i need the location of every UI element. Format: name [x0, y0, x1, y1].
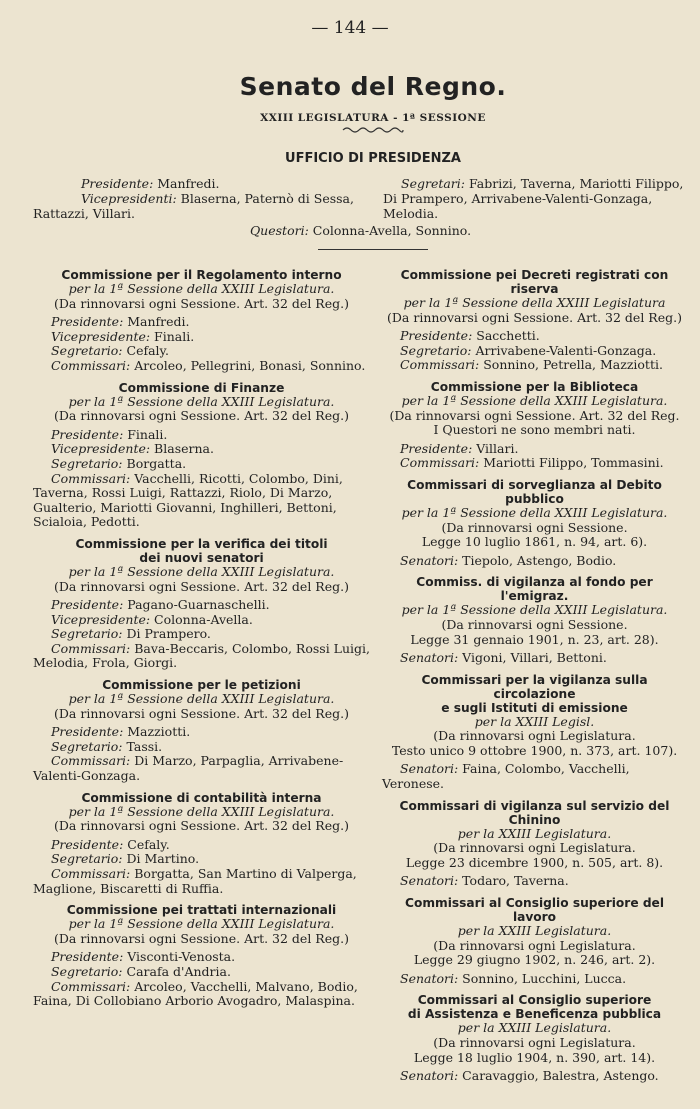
role-label: Senatori: [400, 1068, 459, 1084]
commission-section [33, 791, 370, 897]
role-label: Presidente: [51, 949, 124, 965]
commission-heading [33, 791, 370, 805]
heading-line: Commissari al Consiglio superiore del lavoro [405, 896, 664, 925]
renewal-note: Legge 23 dicembre 1900, n. 505, art. 8). [405, 854, 664, 870]
names: Blaserna, Paternò di Sessa, Rattazzi, Villari. [33, 191, 354, 221]
commission-section [382, 268, 687, 373]
renewal-note: Legge 31 gennaio 1901, n. 23, art. 28). [410, 631, 659, 647]
commission-section [382, 575, 687, 665]
document-subtitle: XXIII LEGISLATURA - 1ª SESSIONE [260, 112, 486, 124]
commission-heading [382, 896, 687, 924]
questori-line [33, 223, 688, 238]
names: Sonnino, Petrella, Mazziotti. [479, 357, 663, 373]
member-line [382, 344, 687, 359]
member-line [33, 359, 370, 374]
session-line: per la XXIII Legislatura. [457, 923, 612, 939]
renewal-note: (Da rinnovarsi ogni Sessione. Art. 32 del Reg.) [387, 309, 682, 325]
member-line [33, 838, 370, 853]
names: Vigoni, Villari, Bettoni. [458, 650, 607, 666]
role-label: Questori: [249, 223, 309, 238]
names: Sacchetti. [472, 328, 540, 344]
renewal-note: (Da rinnovarsi ogni Sessione. [441, 519, 628, 535]
names: Finali. [150, 328, 195, 344]
heading-line: Commissione per il Regolamento interno [61, 268, 342, 282]
renewal-note: (Da rinnovarsi ogni Sessione. Art. 32 del Reg.) [54, 295, 349, 311]
session-line: per la 1ª Sessione della XXIII Legislatura. [401, 602, 668, 618]
member-line [33, 613, 370, 628]
heading-line: Commissione per la verifica dei titoli [75, 536, 328, 551]
role-label: Presidente: [51, 426, 124, 442]
member-line [33, 428, 370, 443]
member-line [33, 344, 370, 359]
member-line [33, 725, 370, 740]
names: Carafa d'Andria. [122, 963, 231, 979]
renewal-note: (Da rinnovarsi ogni Sessione. Art. 32 del Reg.) [54, 408, 349, 424]
names: Di Marzo, Parpaglia, Arrivabene-Valenti-Gonzaga. [33, 753, 344, 784]
member-line [382, 972, 687, 987]
member-line [33, 472, 370, 530]
heading-line: Commissari di sorveglianza al Debito pubblico [407, 477, 662, 506]
member-line [33, 442, 370, 457]
names: Vacchelli, Ricotti, Colombo, Dini, Taverna, Rossi Luigi, Rattazzi, Riolo, Di Marzo, Gualterio, Mariotti Giovanni, Inghilleri, Bettoni, Scialoia, Pedotti. [33, 470, 343, 530]
names: Borgatta. [122, 455, 187, 471]
commission-section [33, 268, 370, 374]
commission-section [33, 903, 370, 1009]
renewal-note: Legge 29 giugno 1902, n. 246, art. 2). [413, 952, 656, 968]
member-line [33, 965, 370, 980]
session-line: per la 1ª Sessione della XXIII Legislatura. [68, 803, 335, 819]
member-line [382, 329, 687, 344]
heading-line: Commissione di contabilità interna [81, 790, 322, 805]
names: Mazziotti. [123, 724, 191, 740]
names: Di Martino. [122, 851, 200, 867]
member-line [382, 554, 687, 569]
names: Cefaly. [123, 836, 170, 852]
role-label: Commissari: [400, 455, 480, 471]
ufficio-heading: UFFICIO DI PRESIDENZA [285, 151, 461, 166]
commission-heading [33, 678, 370, 692]
heading-line: dei nuovi senatori [139, 550, 264, 565]
names: Arcoleo, Pellegrini, Bonasi, Sonnino. [130, 357, 366, 373]
renewal-note: (Da rinnovarsi ogni Legislatura. [433, 840, 636, 856]
member-line [382, 358, 687, 373]
heading-line: di Assistenza e Beneficenza pubblica [407, 1007, 662, 1022]
member-line [33, 867, 370, 896]
role-label: Segretari: [401, 176, 465, 191]
names: Mariotti Filippo, Tommasini. [479, 455, 664, 471]
commission-heading [382, 575, 687, 603]
names: Arcoleo, Vacchelli, Malvano, Bodio, Faina, Di Collobiano Arborio Avogadro, Malaspina. [33, 978, 358, 1009]
renewal-note: Legge 18 luglio 1904, n. 390, art. 14). [413, 1049, 656, 1065]
heading-line: Commissione di Finanze [118, 380, 285, 395]
renewal-note: I Questori ne sono membri nati. [433, 422, 636, 438]
role-label: Senatori: [400, 761, 459, 777]
role-label: Commissari: [51, 753, 131, 769]
role-label: Vicepresidente: [51, 328, 151, 344]
renewal-note: (Da rinnovarsi ogni Sessione. Art. 32 del Reg.) [54, 705, 349, 721]
role-label: Presidente: [51, 836, 124, 852]
member-line [33, 980, 370, 1009]
member-line [33, 598, 370, 613]
commission-section [33, 537, 370, 671]
member-line [382, 651, 687, 666]
renewal-note: (Da rinnovarsi ogni Legislatura. [433, 728, 636, 744]
role-label: Senatori: [400, 650, 459, 666]
commission-section [382, 799, 687, 889]
role-label: Presidente: [81, 176, 154, 191]
names: Cefaly. [122, 343, 169, 359]
commission-heading [382, 673, 687, 715]
session-line: per la 1ª Sessione della XXIII Legislatura. [68, 563, 335, 579]
names: Visconti-Venosta. [123, 949, 236, 965]
session-line: per la XXIII Legislatura. [457, 1020, 612, 1036]
page-number: — 144 — [311, 18, 389, 38]
member-line [33, 950, 370, 965]
session-line: per la 1ª Sessione della XXIII Legislatura. [401, 504, 668, 520]
commission-heading [382, 380, 687, 394]
role-label: Segretario: [51, 738, 123, 754]
names: Caravaggio, Balestra, Astengo. [458, 1068, 659, 1084]
names: Villari. [472, 440, 519, 456]
names: Bava-Beccaris, Colombo, Rossi Luigi, Melodia, Frola, Giorgi. [33, 640, 370, 671]
commission-heading [33, 903, 370, 917]
role-label: Senatori: [400, 552, 459, 568]
ufficio-line [33, 176, 363, 191]
member-line [33, 330, 370, 345]
renewal-note: (Da rinnovarsi ogni Sessione. Art. 32 del Reg.) [54, 818, 349, 834]
renewal-note: (Da rinnovarsi ogni Sessione. [441, 616, 628, 632]
member-line [382, 762, 687, 791]
commission-heading [382, 799, 687, 827]
role-label: Presidente: [400, 440, 473, 456]
commission-heading [382, 478, 687, 506]
names: Fabrizi, Taverna, Mariotti Filippo, Di Prampero, Arrivabene-Valenti-Gonzaga, Melodia. [383, 176, 684, 221]
heading-line: e sugli Istituti di emissione [441, 700, 628, 715]
member-line [33, 627, 370, 642]
session-line: per la XXIII Legislatura. [457, 825, 612, 841]
commission-section [382, 993, 687, 1083]
names: Pagano-Guarnaschelli. [123, 597, 270, 613]
ornament-divider [342, 126, 404, 134]
role-label: Commissari: [51, 978, 131, 994]
ufficio-line [33, 191, 363, 221]
names: Manfredi. [123, 314, 190, 330]
role-label: Presidente: [51, 314, 124, 330]
heading-line: Commissione per le petizioni [102, 678, 301, 693]
role-label: Senatori: [400, 970, 459, 986]
role-label: Segretario: [51, 626, 123, 642]
names: Faina, Colombo, Vacchelli, Veronese. [382, 761, 630, 792]
member-line [33, 457, 370, 472]
session-line: per la 1ª Sessione della XXIII Legislatura [403, 295, 666, 310]
member-line [33, 642, 370, 671]
role-label: Presidente: [51, 597, 124, 613]
session-line: per la 1ª Sessione della XXIII Legislatura. [401, 392, 668, 408]
role-label: Commissari: [51, 470, 131, 486]
names: Colonna-Avella, Sonnino. [308, 223, 472, 238]
renewal-note: (Da rinnovarsi ogni Sessione. Art. 32 del Reg. [389, 407, 680, 423]
renewal-note: (Da rinnovarsi ogni Sessione. Art. 32 del Reg.) [54, 578, 349, 594]
ufficio-line [383, 176, 688, 221]
role-label: Commissari: [51, 640, 131, 656]
renewal-note: (Da rinnovarsi ogni Sessione. Art. 32 del Reg.) [54, 930, 349, 946]
member-line [382, 1069, 687, 1084]
role-label: Presidente: [51, 724, 124, 740]
heading-line: Commissione pei trattati internazionali [66, 903, 337, 918]
commission-section [382, 380, 687, 471]
session-line: per la XXIII Legisl. [474, 713, 595, 729]
commission-section [33, 678, 370, 784]
commission-heading [33, 381, 370, 395]
heading-line: Commissari per la vigilanza sulla circolazione [421, 672, 648, 701]
role-label: Senatori: [400, 873, 459, 889]
role-label: Vicepresidente: [51, 441, 151, 457]
commission-section [33, 381, 370, 530]
heading-line: Commissione per la Biblioteca [430, 379, 639, 394]
commission-section [382, 478, 687, 568]
commission-section [382, 896, 687, 986]
heading-line: Commissione pei Decreti registrati con riserva [400, 268, 669, 296]
ufficio-left [33, 176, 363, 221]
names: Blaserna. [150, 441, 214, 457]
role-label: Presidente: [400, 328, 473, 344]
heading-line: Commissari al Consiglio superiore [417, 993, 652, 1008]
names: Finali. [123, 426, 168, 442]
right-column [382, 268, 687, 1091]
names: Todaro, Taverna. [458, 873, 569, 889]
heading-line: Commissari di vigilanza sul servizio del Chinino [399, 798, 670, 827]
role-label: Segretario: [400, 342, 472, 358]
commission-heading [382, 993, 687, 1021]
names: Arrivabene-Valenti-Gonzaga. [471, 342, 657, 358]
commission-heading [33, 537, 370, 565]
names: Di Prampero. [122, 626, 211, 642]
names: Sonnino, Lucchini, Lucca. [458, 970, 627, 986]
renewal-note: Legge 10 luglio 1861, n. 94, art. 6). [421, 534, 648, 550]
role-label: Vicepresidenti: [81, 191, 177, 206]
commission-heading [33, 268, 370, 282]
role-label: Commissari: [51, 357, 131, 373]
member-line [33, 852, 370, 867]
renewal-note: (Da rinnovarsi ogni Legislatura. [433, 937, 636, 953]
member-line [382, 456, 687, 471]
session-line: per la 1ª Sessione della XXIII Legislatura. [68, 281, 335, 296]
member-line [382, 874, 687, 889]
commission-section [382, 673, 687, 792]
ufficio-right [383, 176, 688, 221]
names: Manfredi. [153, 176, 220, 191]
role-label: Segretario: [51, 343, 123, 359]
member-line [33, 754, 370, 783]
role-label: Commissari: [400, 357, 480, 373]
names: Tiepolo, Astengo, Bodio. [458, 552, 617, 568]
role-label: Segretario: [51, 851, 123, 867]
member-line [33, 315, 370, 330]
names: Tassi. [122, 738, 163, 754]
heading-line: Commiss. di vigilanza al fondo per l'emigraz. [416, 575, 653, 604]
role-label: Segretario: [51, 455, 123, 471]
renewal-note: (Da rinnovarsi ogni Legislatura. [433, 1035, 636, 1050]
session-line: per la 1ª Sessione della XXIII Legislatura. [68, 393, 335, 409]
member-line [33, 740, 370, 755]
left-column [33, 268, 370, 1016]
names: Colonna-Avella. [150, 611, 253, 627]
section-rule [318, 249, 428, 250]
session-line: per la 1ª Sessione della XXIII Legislatura. [68, 691, 335, 707]
names: Borgatta, San Martino di Valperga, Maglione, Biscaretti di Ruffia. [33, 866, 357, 896]
commission-heading [382, 268, 687, 296]
renewal-note: Testo unico 9 ottobre 1900, n. 373, art. 107). [391, 742, 678, 758]
member-line [382, 442, 687, 457]
role-label: Segretario: [51, 963, 123, 979]
document-title: Senato del Regno. [239, 72, 507, 101]
role-label: Commissari: [51, 866, 131, 881]
session-line: per la 1ª Sessione della XXIII Legislatura. [68, 916, 335, 932]
role-label: Vicepresidente: [51, 611, 151, 627]
